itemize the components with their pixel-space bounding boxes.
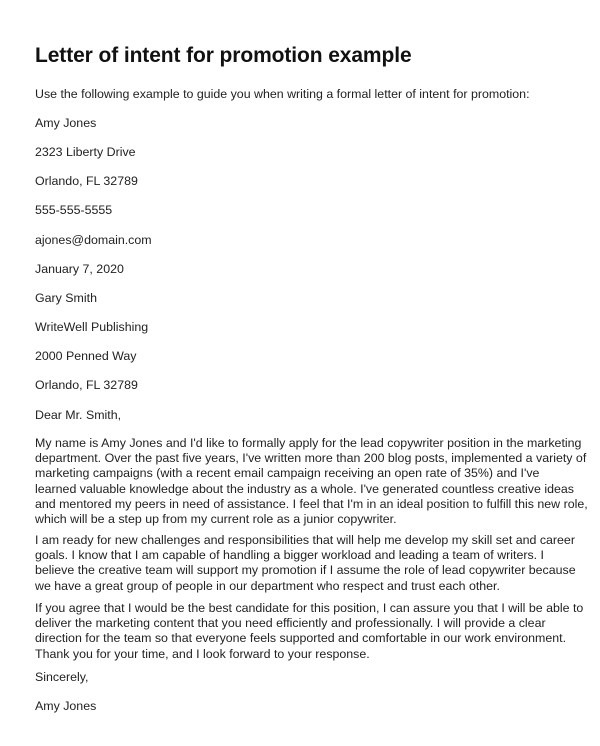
- paragraph-line: direction for the team so that everyone feels supported and comfortable in our work environment.: [35, 631, 567, 646]
- recipient-street: 2000 Penned Way: [35, 349, 137, 363]
- salutation: Dear Mr. Smith,: [35, 408, 122, 422]
- paragraph-line: deliver the marketing content that you need efficiently and professionally. I will provide a clear: [35, 616, 546, 631]
- recipient-city: Orlando, FL 32789: [35, 378, 138, 392]
- sender-email: ajones@domain.com: [35, 233, 152, 247]
- recipient-company: WriteWell Publishing: [35, 320, 149, 334]
- sender-street: 2323 Liberty Drive: [35, 145, 136, 159]
- intro-text: Use the following example to guide you when writing a formal letter of intent for promotion:: [35, 87, 530, 101]
- paragraph-line: and mentored my peers in need of assistance. I feel that I'm in an ideal position to fulfill this new role,: [35, 496, 588, 511]
- paragraph-line: goals. I know that I am capable of handling a bigger workload and leading a team of writers. I: [35, 548, 545, 563]
- sender-name: Amy Jones: [35, 116, 97, 130]
- paragraph-line: department. Over the past five years, I've written more than 200 blog posts, implemented a variety of: [35, 451, 587, 466]
- paragraph-line: marketing campaigns (with a recent email campaign receiving an open rate of 35%) and I've: [35, 466, 540, 481]
- paragraph-line: we have a great group of people in our department who respect and trust each other.: [35, 578, 500, 593]
- paragraph-line: learned valuable knowledge about the industry as a whole. I've generated countless creative ideas: [35, 481, 574, 496]
- sender-city: Orlando, FL 32789: [35, 174, 138, 188]
- body-paragraph-3: [35, 601, 584, 662]
- paragraph-line: If you agree that I would be the best candidate for this position, I can assure you that I will be able to: [35, 601, 584, 615]
- paragraph-line: My name is Amy Jones and I'd like to formally apply for the lead copywriter position in the marketing: [35, 436, 582, 450]
- body-paragraph-1: [35, 436, 588, 527]
- paragraph-line: Thank you for your time, and I look forward to your response.: [35, 646, 370, 661]
- recipient-name: Gary Smith: [35, 291, 97, 305]
- paragraph-line: believe the creative team will support my promotion if I assume the role of lead copywriter because: [35, 563, 576, 578]
- paragraph-line: which will be a step up from my current role as a junior copywriter.: [35, 512, 397, 527]
- letter-date: January 7, 2020: [35, 262, 124, 276]
- body-paragraph-2: [35, 533, 575, 594]
- sender-phone: 555-555-5555: [35, 203, 113, 217]
- paragraph-line: I am ready for new challenges and responsibilities that will help me develop my skill set and career: [35, 533, 575, 547]
- page-title: Letter of intent for promotion example: [35, 44, 412, 67]
- signature: Amy Jones: [35, 699, 97, 713]
- closing: Sincerely,: [35, 670, 89, 684]
